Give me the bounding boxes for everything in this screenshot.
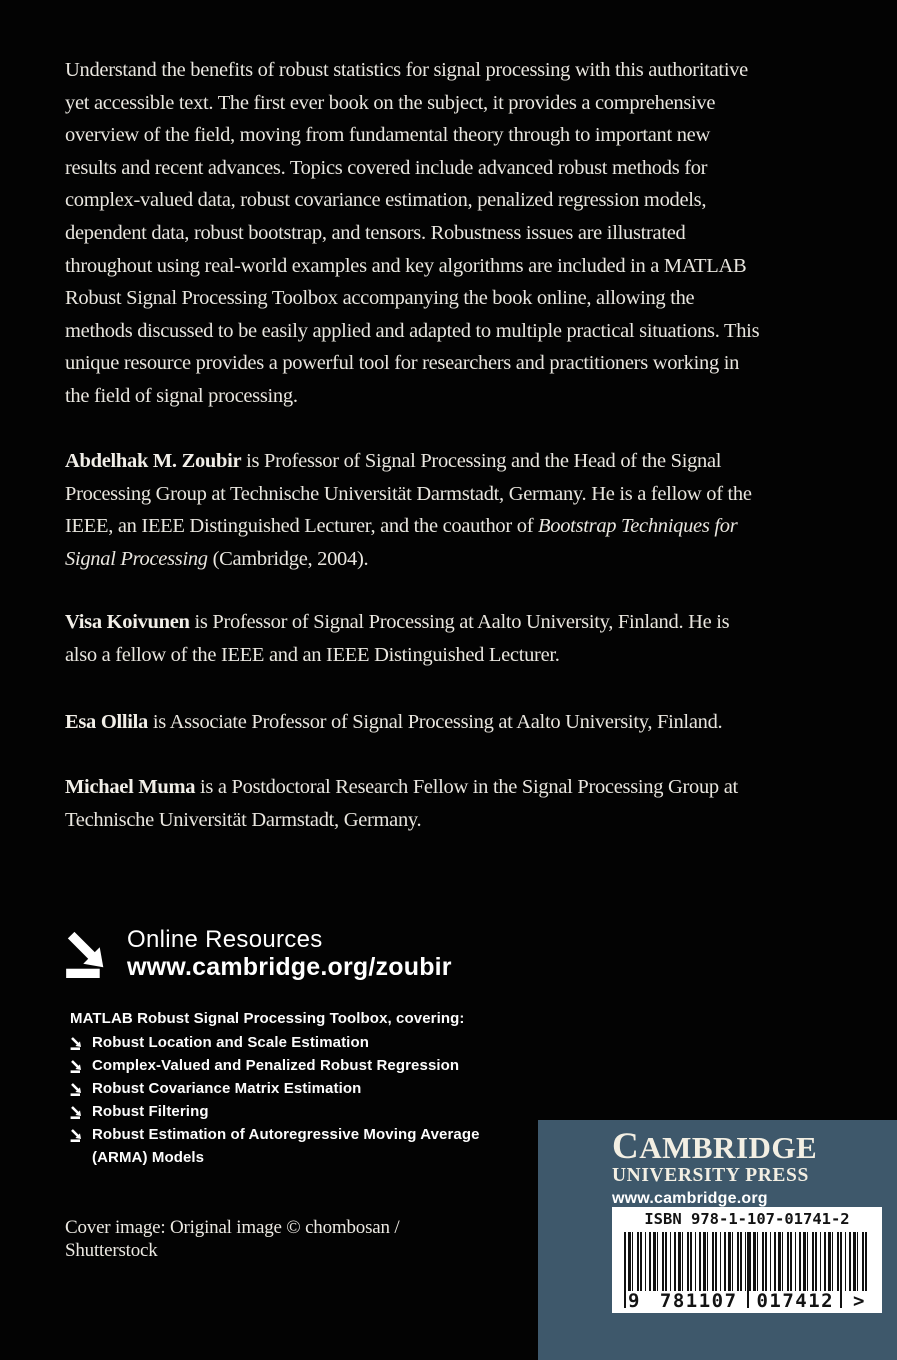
- online-resources-text: [127, 926, 452, 981]
- online-resources-url: www.cambridge.org/zoubir: [127, 953, 452, 981]
- author-name-muma: Michael Muma: [65, 776, 196, 798]
- publisher-website: www.cambridge.org: [612, 1190, 768, 1207]
- arrow-bullet-icon: [70, 1059, 84, 1073]
- list-item-label: Complex-Valued and Penalized Robust Regression: [92, 1057, 460, 1074]
- author-bio-zoubir: [65, 445, 765, 575]
- isbn-barcode: [612, 1207, 882, 1313]
- list-item-label: Robust Filtering: [92, 1103, 209, 1120]
- book-description: Understand the benefits of robust statistics for signal processing with this authoritative yet accessible text. The first ever book on the subject, it provides a comprehensive overview of the field, moving from fundamental theory through to important new results and recent advances. Topics covered include advanced robust methods for complex-valued data, robust covariance estimation, penalized regression models, dependent data, robust bootstrap, and tensors. Robustness issues are illustrated throughout using real-world examples and key algorithms are included in a MATLAB Robust Signal Processing Toolbox accompanying the book online, allowing the methods discussed to be easily applied and adapted to multiple practical situations. This unique resource provides a powerful tool for researchers and practitioners working in the field of signal processing.: [65, 59, 760, 407]
- list-item-label: Robust Location and Scale Estimation: [92, 1034, 369, 1051]
- author-name-ollila: Esa Ollila: [65, 711, 149, 733]
- credit-line-2: Shutterstock: [65, 1240, 158, 1261]
- credit-line-1: Cover image: Original image © chombosan /: [65, 1217, 400, 1238]
- toolbox-list-heading: MATLAB Robust Signal Processing Toolbox, covering:: [70, 1010, 465, 1027]
- publisher-panel-inner: [612, 1126, 884, 1208]
- toolbox-feature-list: [70, 1007, 490, 1169]
- arrow-bullet-icon: [70, 1036, 84, 1050]
- list-item: [70, 1054, 490, 1077]
- publisher-panel: [538, 1120, 897, 1360]
- online-resources-title: Online Resources: [127, 926, 323, 953]
- list-item: [70, 1077, 490, 1100]
- arrow-bullet-icon: [70, 1128, 84, 1142]
- bio-text: is a Postdoctoral Research Fellow in the Signal Processing Group at Technische Universität Darmstadt, Germany.: [65, 776, 738, 831]
- publisher-name: CAMBRIDGE: [612, 1126, 818, 1167]
- author-bio-ollila: [65, 706, 722, 739]
- author-bio-koivunen: [65, 606, 765, 671]
- online-resources-arrow-icon: [64, 926, 114, 980]
- author-bio-muma: [65, 771, 765, 836]
- list-item: [70, 1123, 490, 1169]
- cover-image-credit: [65, 1216, 399, 1262]
- bio-text: is Associate Professor of Signal Processing at Aalto University, Finland.: [148, 711, 723, 733]
- toolbox-items: [70, 1031, 490, 1169]
- publisher-name-line2: UNIVERSITY PRESS: [612, 1165, 809, 1186]
- book-title-italic: Bootstrap Techniques for Signal Processing: [65, 515, 738, 570]
- list-item-label: Robust Estimation of Autoregressive Moving Average (ARMA) Models: [92, 1126, 480, 1166]
- bio-text: is Professor of Signal Processing at Aalto University, Finland. He is also a fellow of the IEEE and an IEEE Distinguished Lecturer.: [65, 611, 730, 666]
- list-item: [70, 1100, 490, 1123]
- list-item-label: Robust Covariance Matrix Estimation: [92, 1080, 362, 1097]
- arrow-bullet-icon: [70, 1105, 84, 1119]
- isbn-label: ISBN 978-1-107-01741-2: [644, 1210, 850, 1228]
- bio-text: is Professor of Signal Processing and the Head of the Signal Processing Group at Technische Universität Darmstadt, Germany. He is a fellow of the IEEE, an IEEE Distinguished Lecturer, and the coauthor of: [65, 450, 752, 538]
- online-resources-header: [64, 926, 452, 981]
- arrow-bullet-icon: [70, 1082, 84, 1096]
- bio-text: (Cambridge, 2004).: [207, 547, 369, 570]
- barcode-digits: 9 781107 017412 >: [628, 1290, 866, 1312]
- list-item: [70, 1031, 490, 1054]
- author-name-koivunen: Visa Koivunen: [65, 611, 190, 633]
- author-name-zoubir: Abdelhak M. Zoubir: [65, 450, 242, 472]
